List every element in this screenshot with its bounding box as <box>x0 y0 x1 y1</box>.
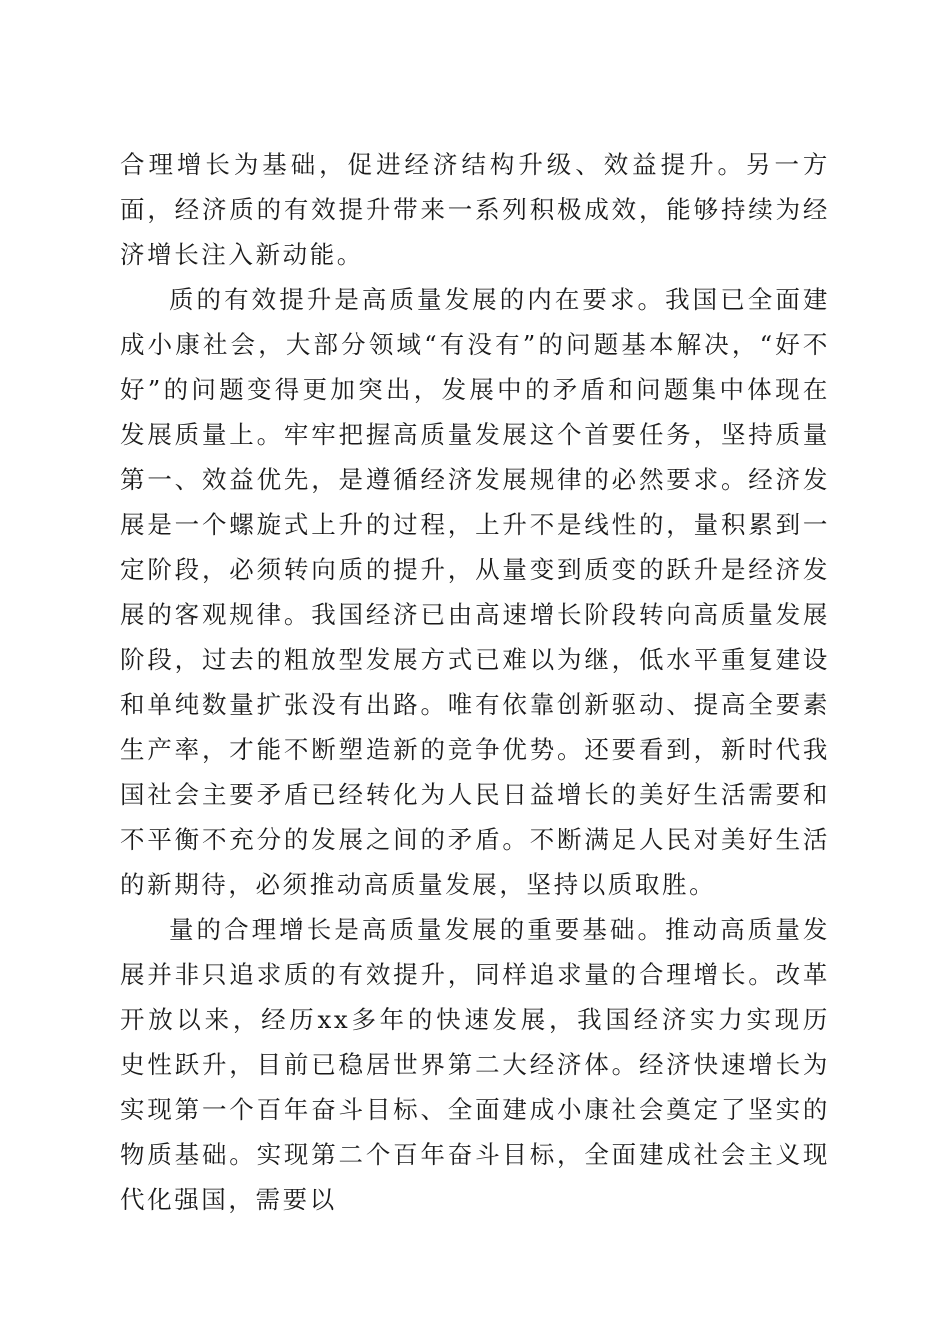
paragraph-quality-improvement: 质的有效提升是高质量发展的内在要求。我国已全面建成小康社会，大部分领域“有没有”的问题基本解决，“好不好”的问题变得更加突出，发展中的矛盾和问题集中体现在发展质量上。牢牢把握高质量发展这个首要任务，坚持质量第一、效益优先，是遵循经济发展规律的必然要求。经济发展是一个螺旋式上升的过程，上升不是线性的，量积累到一定阶段，必须转向质的提升，从量变到质变的跃升是经济发展的客观规律。我国经济已由高速增长阶段转向高质量发展阶段，过去的粗放型发展方式已难以为继，低水平重复建设和单纯数量扩张没有出路。唯有依靠创新驱动、提高全要素生产率，才能不断塑造新的竞争优势。还要看到，新时代我国社会主要矛盾已经转化为人民日益增长的美好生活需要和不平衡不充分的发展之间的矛盾。不断满足人民对美好生活的新期待，必须推动高质量发展，坚持以质取胜。 <box>120 285 830 899</box>
body-text <box>120 142 830 1222</box>
paragraph-quantity-growth: 量的合理增长是高质量发展的重要基础。推动高质量发展并非只追求质的有效提升，同样追求量的合理增长。改革开放以来，经历xx多年的快速发展，我国经济实力实现历史性跃升，目前已稳居世界第二大经济体。经济快速增长为实现第一个百年奋斗目标、全面建成小康社会奠定了坚实的物质基础。实现第二个百年奋斗目标，全面建成社会主义现代化强国，需要以 <box>120 915 830 1214</box>
paragraph-continuation: 合理增长为基础，促进经济结构升级、效益提升。另一方面，经济质的有效提升带来一系列积极成效，能够持续为经济增长注入新动能。 <box>120 150 830 269</box>
